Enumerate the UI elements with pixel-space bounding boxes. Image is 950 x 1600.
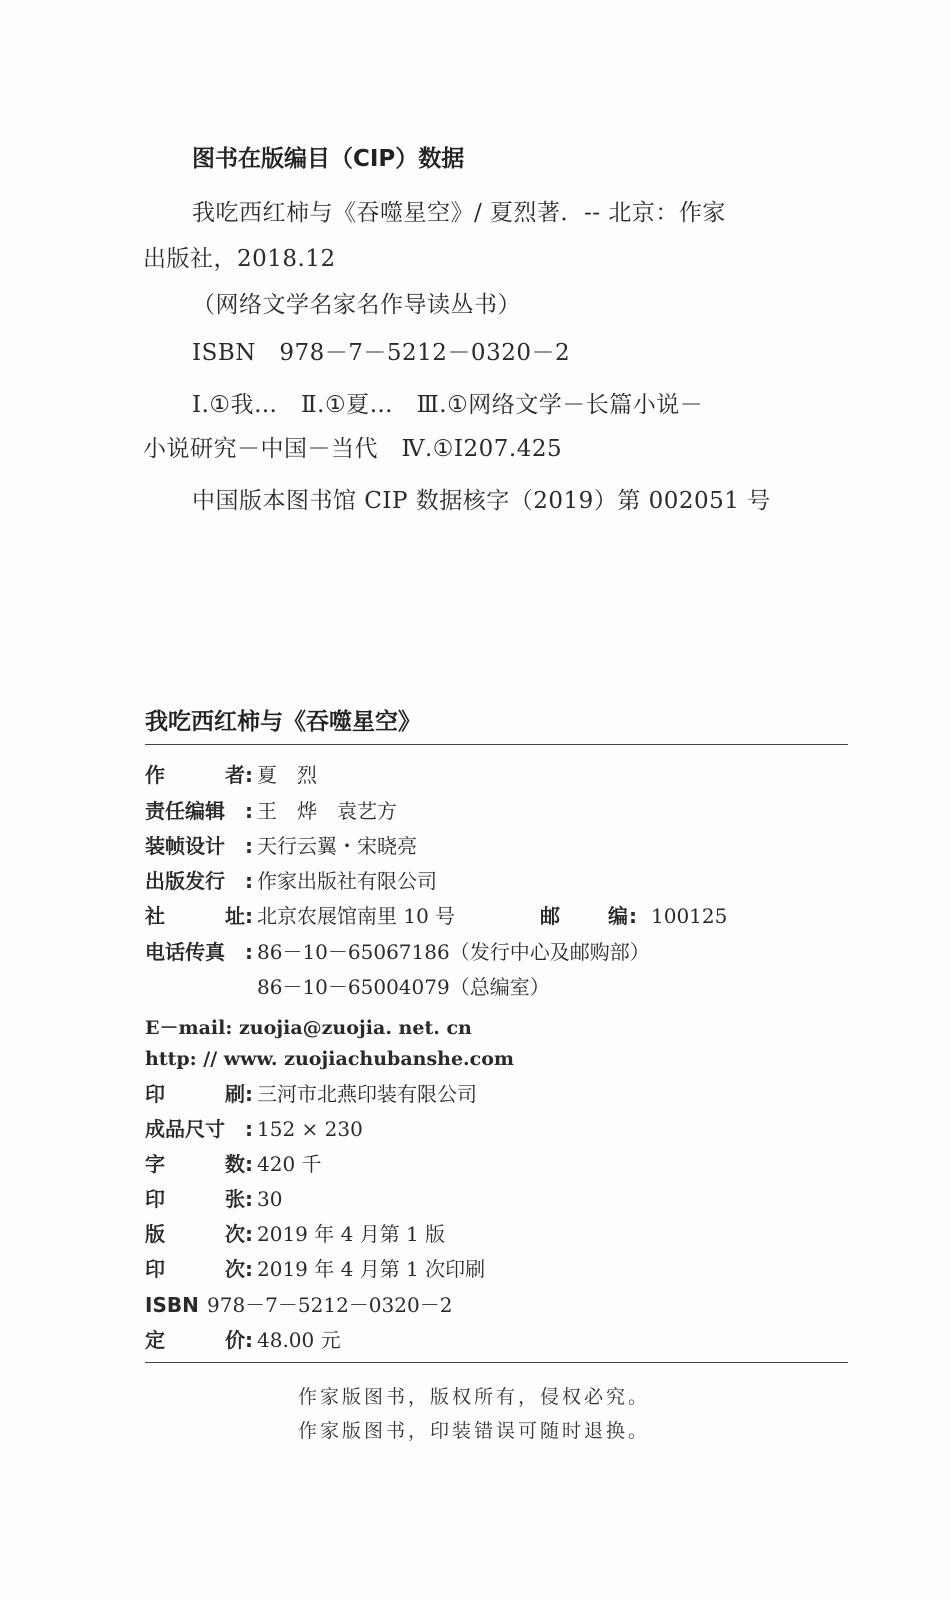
cip-line-5: Ⅰ.①我… Ⅱ.①夏… Ⅲ.①网络文学－长篇小说－ (192, 392, 704, 418)
cip-line-4: ISBN 978－7－5212－0320－2 (192, 340, 571, 366)
label-sheets: 印 张 (145, 1187, 245, 1211)
value-words: 420 千 (257, 1152, 322, 1176)
book-title: 我吃西红柿与《吞噬星空》 (145, 709, 421, 735)
cip-heading: 图书在版编目（CIP）数据 (192, 146, 465, 172)
value-postcode: 100125 (651, 904, 728, 928)
value-author: 夏 烈 (257, 763, 317, 787)
label-size: 成品尺寸 (145, 1117, 225, 1141)
value-editor: 王 烨 袁艺方 (257, 799, 397, 823)
value-size: 152 × 230 (257, 1117, 363, 1141)
cip-line-1: 我吃西红柿与《吞噬星空》/ 夏烈著．-- 北京：作家 (192, 200, 726, 226)
footer-copyright: 作家版图书，版权所有，侵权必究。 (298, 1386, 651, 1408)
label-words: 字 数 (145, 1152, 245, 1176)
website-line: http: // www. zuojiachubanshe.com (145, 1048, 515, 1070)
cip-line-7: 中国版本图书馆 CIP 数据核字（2019）第 002051 号 (192, 488, 771, 514)
value-phone-2: 86－10－65004079（总编室） (257, 975, 550, 999)
value-isbn: 978－7－5212－0320－2 (207, 1293, 453, 1317)
value-address: 北京农展馆南里 10 号 (257, 904, 456, 928)
label-editor: 责任编辑 (145, 799, 225, 823)
value-phone-1: 86－10－65067186（发行中心及邮购部） (257, 940, 650, 964)
cip-line-3: （网络文学名家名作导读丛书） (192, 292, 521, 318)
footer-replacement: 作家版图书，印装错误可随时退换。 (298, 1420, 651, 1442)
label-author: 作 者 (145, 763, 245, 787)
label-price: 定 价 (145, 1328, 245, 1352)
label-isbn: ISBN (145, 1293, 199, 1317)
label-printing: 印 次 (145, 1257, 245, 1281)
copyright-page: 图书在版编目（CIP）数据 我吃西红柿与《吞噬星空》/ 夏烈著．-- 北京：作家 出版社，2018.12 （网络文学名家名作导读丛书） ISBN 978－7－5212－0320－2 Ⅰ.①我… Ⅱ.①夏… Ⅲ.①网络文学－长篇小说－ 小说研究－中国－当代 Ⅳ.①I207.425 中国版本图书馆 CIP 数据核字（2019）第 002051 号 我吃西红柿与《吞噬星空》 作 者 : 夏 烈 责任编辑 : 王 烨 袁艺方 装帧设计 : 天行云翼・宋晓亮 出版发行 : 作家出版社有限公司 社 址 : 北京农展馆南里 10 号 邮 编 : 100125 电话传真 : 86－10－65067186（发行中心及邮购部） 86－10－65004079（总编室） E－mail: zuojia@zuojia. net. cn http: // www. zuojiachubanshe.com 印 刷 : 三河市北燕印装有限公司 成品尺寸 : 152 × 230 字 数 : 420 千 印 张 : 30 版 次 : 2019 年 4 月第 1 版 印 次 : 2019 年 4 月第 1 次印刷 ISBN 978－7－5212－0320－2 定 价 : 48.00 元 作家版图书，版权所有，侵权必究。 作家版图书，印装错误可随时退换。 (0, 0, 950, 1600)
top-rule (145, 744, 848, 745)
value-sheets: 30 (257, 1187, 283, 1211)
label-address: 社 址 (145, 904, 245, 928)
value-edition: 2019 年 4 月第 1 版 (257, 1222, 446, 1246)
label-design: 装帧设计 (145, 834, 225, 858)
email-line: E－mail: zuojia@zuojia. net. cn (145, 1017, 472, 1039)
bottom-rule (145, 1362, 848, 1363)
label-printer: 印 刷 (145, 1082, 245, 1106)
value-design: 天行云翼・宋晓亮 (257, 834, 417, 858)
label-edition: 版 次 (145, 1222, 245, 1246)
cip-line-2: 出版社，2018.12 (143, 246, 336, 272)
cip-line-6: 小说研究－中国－当代 Ⅳ.①I207.425 (143, 436, 563, 462)
value-printer: 三河市北燕印装有限公司 (257, 1082, 477, 1106)
label-publisher: 出版发行 (145, 869, 225, 893)
value-printing: 2019 年 4 月第 1 次印刷 (257, 1257, 486, 1281)
label-postcode: 邮 编 (540, 904, 628, 928)
value-price: 48.00 元 (257, 1328, 341, 1352)
label-phone: 电话传真 (145, 940, 225, 964)
value-publisher: 作家出版社有限公司 (257, 869, 437, 893)
